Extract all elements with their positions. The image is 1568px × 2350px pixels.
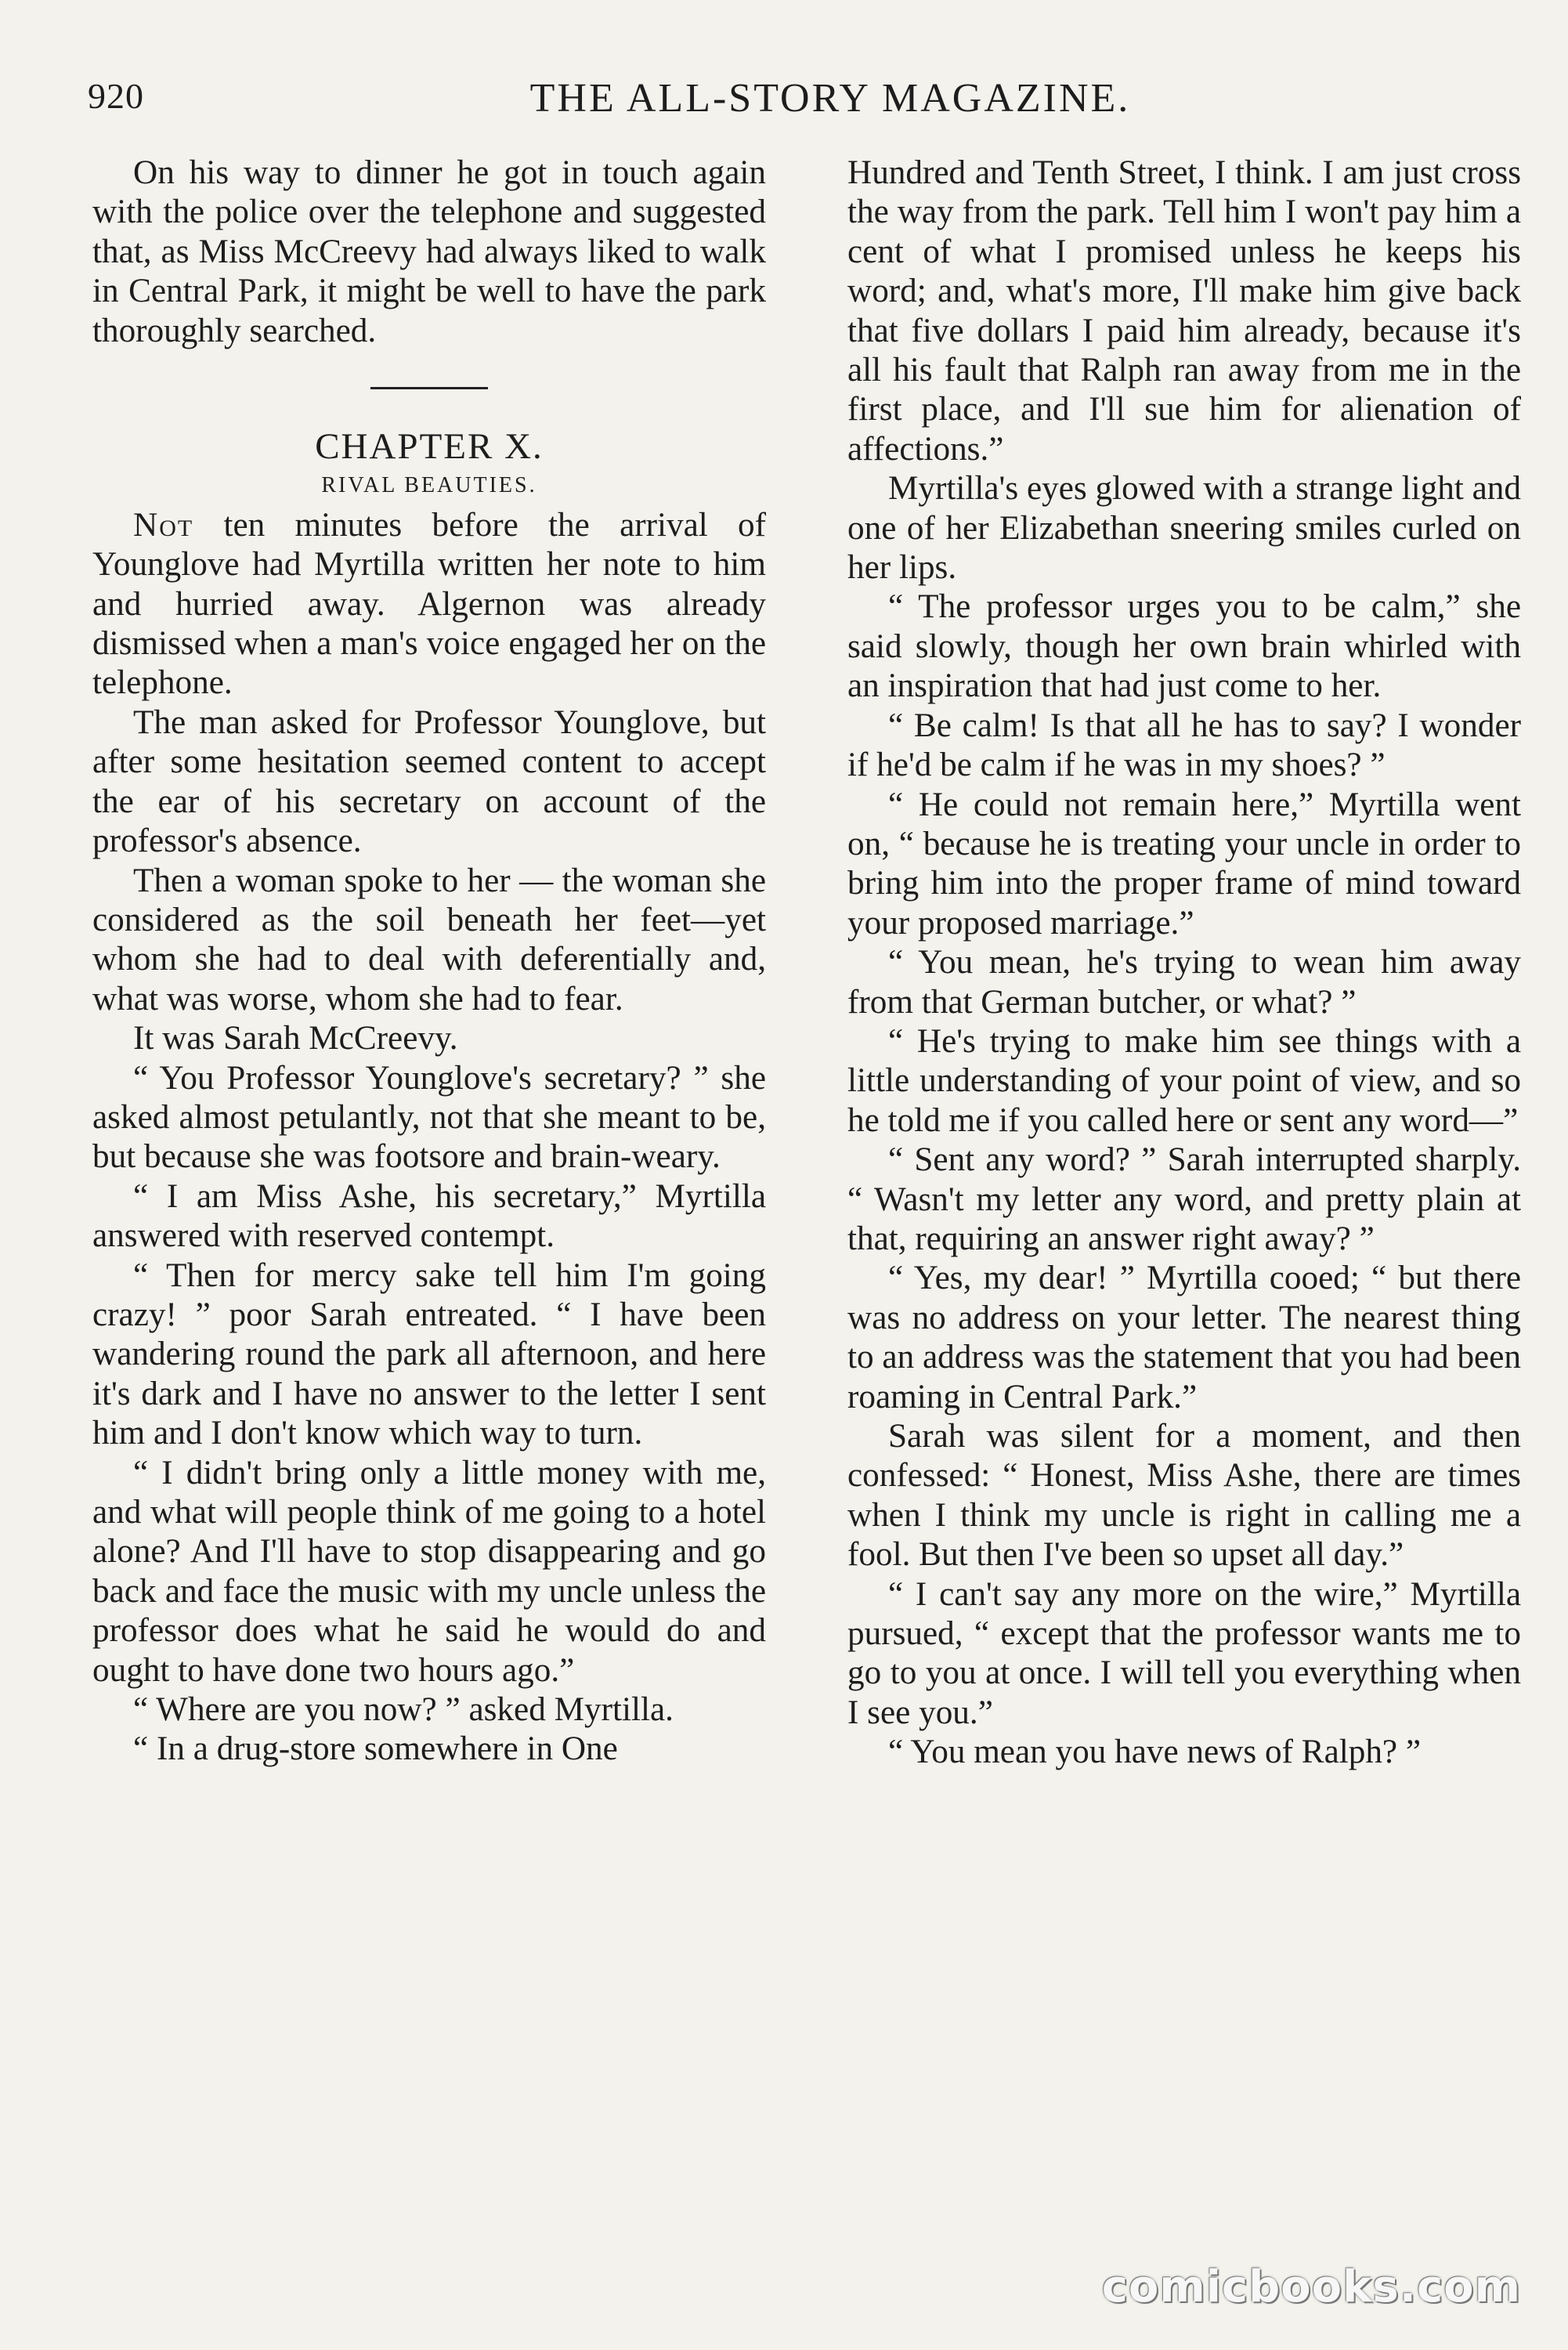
watermark: comicbooks.com: [1101, 2261, 1521, 2312]
page-number: 920: [88, 76, 144, 116]
paragraph: “ You mean you have news of Ralph? ”: [888, 1734, 1422, 1771]
paragraph: It was Sarah McCreevy.: [133, 1020, 458, 1058]
paragraph: On his way to dinner he got in touch again with the police over the telephone and suggested that, as Miss McCreevy had always liked to walk in Central Park, it might be well to have the park thoroughly searched.: [92, 154, 766, 349]
paragraph: “ Be calm! Is that all he has to say? I wonder if he'd be calm if he was in my shoes? ”: [847, 707, 1521, 784]
paragraph: Sarah was silent for a moment, and then confessed: “ Honest, Miss Ashe, there are times when I think my uncle is right in calling me a fool. But then I've been so upset all day.”: [847, 1418, 1521, 1574]
paragraph: “ Sent any word? ” Sarah interrupted sharply. “ Wasn't my letter any word, and pretty plain at that, requiring an answer right away? ”: [847, 1141, 1521, 1257]
paragraph: “ In a drug-store somewhere in One: [133, 1730, 618, 1768]
paragraph: [92, 506, 766, 703]
paragraph: “ You mean, he's trying to wean him away from that German butcher, or what? ”: [847, 944, 1521, 1021]
paragraph: “ He's trying to make him see things with a little understanding of your point of view, and so he told me if you called here or sent any word—”: [847, 1022, 1521, 1139]
section-divider: [370, 387, 488, 389]
paragraph: Hundred and Tenth Street, I think. I am just cross the way from the park. Tell him I won't pay him a cent of what I promised unless he keeps his word; and, what's more, I'll make him give back that five dollars I paid him already, because it's all his fault that Ralph ran away from me in the first place, and I'll sue him for alienation of affections.”: [847, 154, 1521, 468]
right-column: [847, 154, 1521, 1773]
paragraph: Then a woman spoke to her — the woman she considered as the soil beneath her feet—yet whom she had to deal with deferentially and, what was worse, whom she had to fear.: [92, 862, 766, 1018]
paragraph-text: ten minutes before the arrival of Younglove had Myrtilla written her note to him and hurried away. Algernon was already dismissed when a man's voice engaged her on the telephone.: [92, 506, 766, 702]
paragraph: Myrtilla's eyes glowed with a strange light and one of her Elizabethan sneering smiles curled on her lips.: [847, 470, 1521, 587]
chapter-title: CHAPTER X.: [315, 426, 544, 468]
left-column: [92, 154, 766, 1770]
paragraph: “ The professor urges you to be calm,” she said slowly, though her own brain whirled with an inspiration that had just come to her.: [847, 588, 1521, 705]
paragraph: The man asked for Professor Younglove, but after some hesitation seemed content to accept the ear of his secretary on account of the professor's absence.: [92, 703, 766, 860]
paragraph: “ Then for mercy sake tell him I'm going crazy! ” poor Sarah entreated. “ I have been wandering round the park all afternoon, and here it's dark and I have no answer to the letter I sent him and I don't know which way to turn.: [92, 1256, 766, 1452]
paragraph: “ You Professor Younglove's secretary? ” she asked almost petulantly, not that she meant to be, but because she was footsore and brain-weary.: [92, 1059, 766, 1176]
paragraph: “ I am Miss Ashe, his secretary,” Myrtilla answered with reserved contempt.: [92, 1177, 766, 1255]
paragraph: “ He could not remain here,” Myrtilla went on, “ because he is treating your uncle in order to bring him into the proper frame of mind toward your proposed marriage.”: [847, 786, 1521, 942]
paragraph: “ I didn't bring only a little money with me, and what will people think of me going to a hotel alone? And I'll have to stop disappearing and go back and face the music with my uncle unless the professor does what he said he would do and ought to have done two hours ago.”: [92, 1454, 766, 1689]
opening-word: Not: [133, 506, 194, 544]
chapter-subtitle: RIVAL BEAUTIES.: [321, 473, 537, 498]
paragraph: “ Yes, my dear! ” Myrtilla cooed; “ but there was no address on your letter. The nearest thing to an address was the statement that you had been roaming in Central Park.”: [847, 1260, 1521, 1415]
paragraph: “ Where are you now? ” asked Myrtilla.: [133, 1691, 674, 1729]
paragraph: “ I can't say any more on the wire,” Myrtilla pursued, “ except that the professor wants me to go to you at once. I will tell you everything when I see you.”: [847, 1575, 1521, 1731]
running-head: THE ALL-STORY MAGAZINE.: [529, 76, 1131, 121]
